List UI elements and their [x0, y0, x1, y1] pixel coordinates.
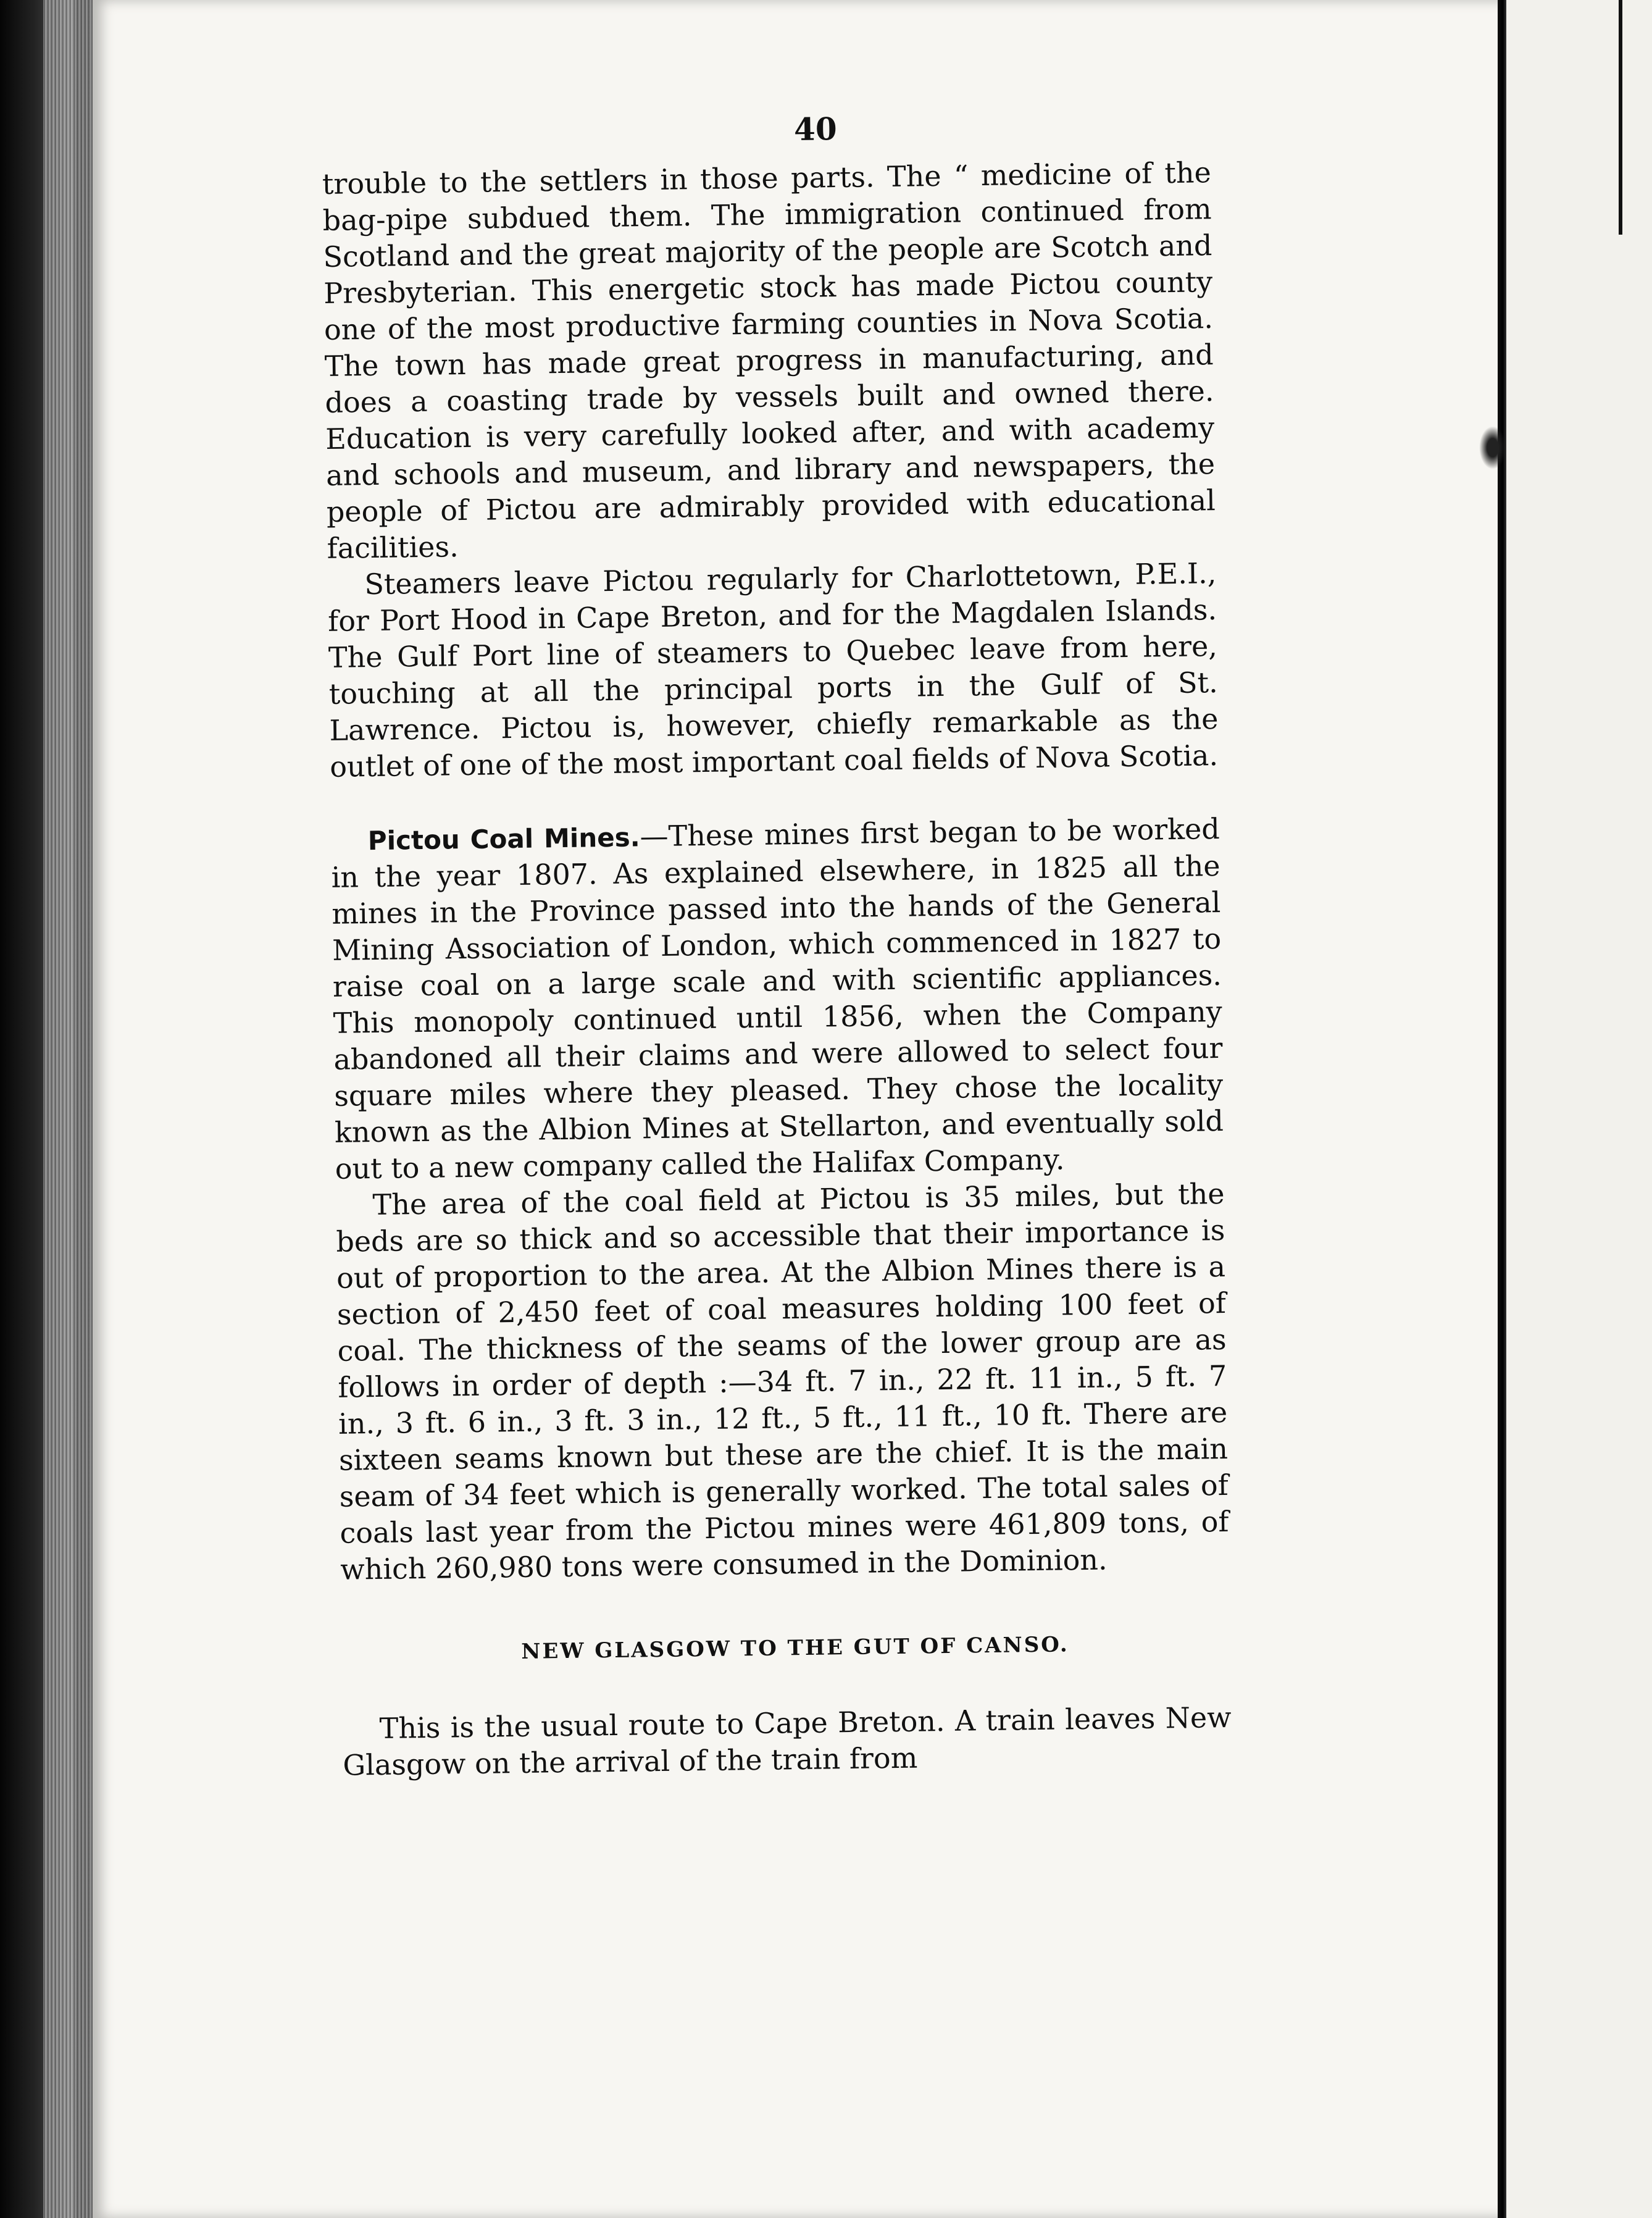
- text-column: [321, 81, 1232, 1784]
- gutter-mark: [1479, 426, 1506, 469]
- run-in-title: Pictou Coal Mines.: [367, 822, 640, 856]
- next-page-edge: [1619, 0, 1622, 235]
- coal-mines-text: —These mines first began to be worked in the year 1807. As explained elsewhere, in 1825 all the mines in the Province passed into the hands of the General Mining Association of London, which commenced in 1827 to raise coal on a large scale and with scientific appliances. This monopoly continued until 1856, when the Company abandoned all their claims and were allowed to select four square miles where they pleased. They chose the locality known as the Albion Mines at Stellarton, and eventually sold out to a new company called the Halifax Company.: [331, 812, 1224, 1186]
- paragraph-coal-mines: [330, 811, 1224, 1187]
- page-number: 40: [793, 111, 838, 148]
- page-edges: [43, 0, 96, 2218]
- paragraph-coal-field: The area of the coal field at Pictou is 35 miles, but the beds are so thick and so accessible that their importance is out of proportion to the area. At the Albion Mines there is a section of 2,450 feet of coal measures holding 100 feet of coal. The thickness of the seams of the lower group are as follows in order of depth :—34 ft. 7 in., 22 ft. 11 in., 5 ft. 7 in., 3 ft. 6 in., 3 ft. 3 in., 12 ft., 5 ft., 11 ft., 10 ft. There are sixteen seams known but these are the chief. It is the main seam of 34 feet which is generally worked. The total sales of coals last year from the Pictou mines were 461,809 tons, of which 260,980 tons were consumed in the Dominion.: [336, 1176, 1229, 1586]
- gutter-shadow: [1498, 0, 1506, 2218]
- paragraph-settlers: trouble to the settlers in those parts. The “ medicine of the bag-pipe subdued them. The immigration continued from Scotland and the great majority of the people are Scotch and Presbyterian. This energetic stock has made Pictou county one of the most productive farming counties in Nova Scotia. The town has made great progress in manufacturing, and does a coasting trade by vessels built and owned there. Education is very carefully looked after, and with academy and schools and museum, and library and newspapers, the people of Pictou are admirably provided with educational facilities.: [322, 156, 1216, 565]
- paragraph-steamers: Steamers leave Pictou regularly for Charlottetown, P.E.I., for Port Hood in Cape Breton, and for the Magdalen Islands. The Gulf Port line of steamers to Quebec leave from here, touching at all the principal ports in the Gulf of St. Lawrence. Pictou is, however, chiefly remarkable as the outlet of one of the most important coal fields of Nova Scotia.: [327, 556, 1219, 784]
- paragraph-route: This is the usual route to Cape Breton. A train leaves New Glasgow on the arrival of the train from: [343, 1700, 1232, 1782]
- section-heading: NEW GLASGOW TO THE GUT OF CANSO.: [521, 1632, 1069, 1664]
- next-page-sliver: [1506, 0, 1652, 2218]
